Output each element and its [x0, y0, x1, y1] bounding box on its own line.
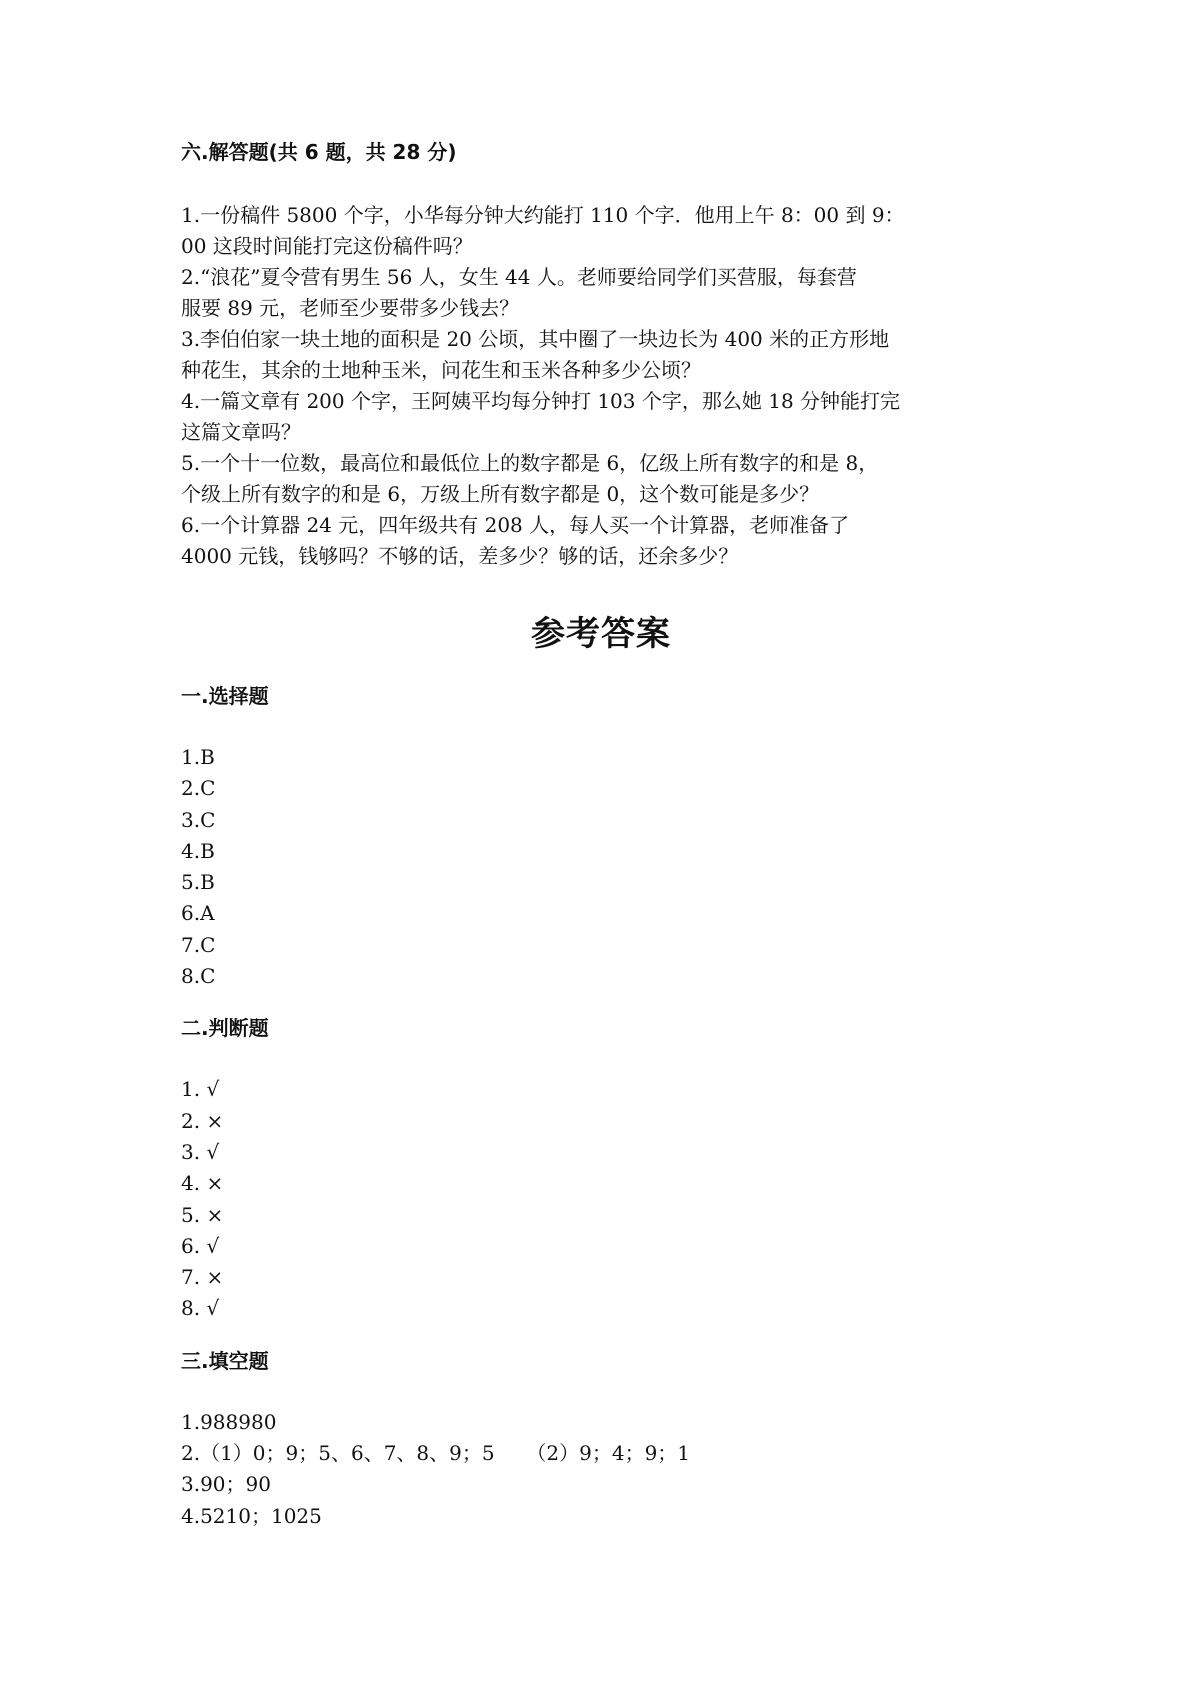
answer-item: 8. √ [181, 1296, 220, 1321]
answer-item: 6.A [181, 901, 215, 926]
problem-line: 2.“浪花”夏令营有男生 56 人，女生 44 人。老师要给同学们买营服，每套营 [181, 265, 857, 289]
problem-line: 服要 89 元，老师至少要带多少钱去？ [181, 296, 520, 320]
answer-item: 1.B [181, 745, 215, 769]
answer-item: 7. × [181, 1265, 224, 1290]
problem-line: 00 这段时间能打完这份稿件吗？ [181, 234, 473, 258]
problem-line: 个级上所有数字的和是 6，万级上所有数字都是 0，这个数可能是多少？ [181, 482, 820, 506]
answer-section-fill-in [181, 1347, 1021, 1532]
answer-item: 1.988980 [181, 1409, 277, 1434]
document-page [181, 138, 1021, 1532]
answer-item: 5. × [181, 1202, 224, 1227]
section-title-answer-questions: 六.解答题(共 6 题，共 28 分) [181, 140, 457, 164]
answer-item: 4.5210；1025 [181, 1503, 322, 1528]
problem-line: 5.一个十一位数，最高位和最低位上的数字都是 6，亿级上所有数字的和是 8， [181, 451, 879, 475]
answer-section-multiple-choice [181, 682, 1021, 992]
answer-list [181, 742, 1021, 992]
problem-line: 1.一份稿件 5800 个字，小华每分钟大约能打 110 个字．他用上午 8：00 到 9： [181, 203, 905, 227]
problem-line: 种花生，其余的土地种玉米，问花生和玉米各种多少公顷？ [181, 358, 701, 382]
answer-item: 4. × [181, 1171, 224, 1196]
problem-line: 这篇文章吗？ [181, 420, 301, 444]
answer-section-title: 一.选择题 [181, 684, 269, 708]
answer-item: 3.C [181, 807, 216, 832]
answer-item: 6. √ [181, 1233, 220, 1258]
problem-line: 4000 元钱，钱够吗？不够的话，差多少？够的话，还余多少？ [181, 544, 739, 568]
answer-item: 3. √ [181, 1139, 220, 1164]
problem-line: 4.一篇文章有 200 个字，王阿姨平均每分钟打 103 个字，那么她 18 分钟能打完 [181, 389, 901, 413]
answer-item: 2.（1）0；9；5、6、7、8、9；5 （2）9；4；9；1 [181, 1441, 691, 1466]
problem-list [181, 200, 1021, 572]
answer-list [181, 1407, 1021, 1532]
answer-item: 7.C [181, 932, 216, 957]
answer-item: 8.C [181, 964, 216, 989]
answer-key-title: 参考答案 [531, 614, 671, 654]
answer-item: 5.B [181, 870, 215, 895]
answer-item: 2. × [181, 1108, 224, 1133]
answer-section-title: 三.填空题 [181, 1348, 269, 1373]
answer-section-true-false [181, 1014, 1021, 1324]
answer-item: 2.C [181, 776, 216, 801]
answer-item: 3.90；90 [181, 1472, 271, 1497]
answer-list [181, 1074, 1021, 1324]
problem-line: 6.一个计算器 24 元，四年级共有 208 人，每人买一个计算器，老师准备了 [181, 513, 850, 537]
answer-item: 4.B [181, 838, 215, 863]
problem-line: 3.李伯伯家一块土地的面积是 20 公顷，其中圈了一块边长为 400 米的正方形地 [181, 327, 890, 351]
answer-item: 1. √ [181, 1077, 220, 1102]
answer-section-title: 二.判断题 [181, 1016, 269, 1041]
